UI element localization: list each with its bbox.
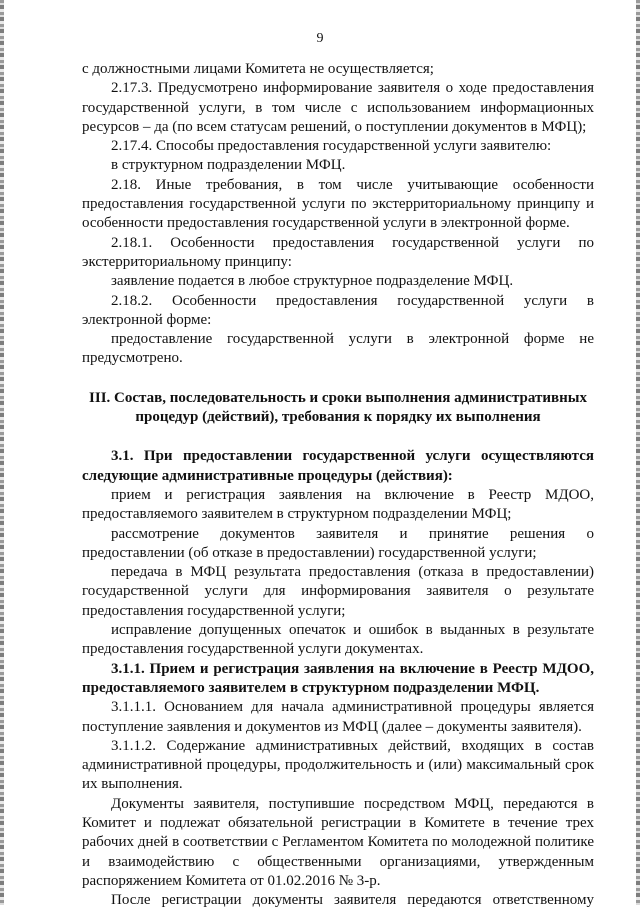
list-item-review-decision: рассмотрение документов заявителя и принятие решения о предоставлении (об отказе в предоставлении) государственной услуги; [82,525,594,561]
section-heading-III: III. Состав, последовательность и сроки выполнения административных процедур (действий), требования к порядку их выполнения [89,389,587,426]
paragraph-committee-officials: с должностными лицами Комитета не осуществляется; [82,61,434,77]
paragraph-3-1: 3.1. При предоставлении государственной услуги осуществляются следующие административные процедуры (действия): [82,448,594,484]
paragraph-3-1-1-1: 3.1.1.1. Основанием для начала административной процедуры является поступление заявления и документов из МФЦ (далее – документы заявителя). [82,699,594,735]
paragraph-after-registration: После регистрации документы заявителя передаются ответственному [111,892,594,909]
paragraph-2-18-2: 2.18.2. Особенности предоставления государственной услуги в электронной форме: [82,292,594,328]
paragraph-any-mfc-division: заявление подается в любое структурное подразделение МФЦ. [111,273,514,290]
list-item-transfer-result: передача в МФЦ результата предоставления (отказа в предоставлении) государственной услуги для информирования заявителя о результате предоставления государственной услуги; [82,564,594,619]
list-item-correction: исправление допущенных опечаток и ошибок в выданных в результате предоставления государственной услуги документах. [82,622,594,658]
document-body [82,60,594,910]
paragraph-2-17-3: 2.17.3. Предусмотрено информирование заявителя о ходе предоставления государственной услуги, в том числе с использованием информационных ресурсов – да (по всем статусам решений, о поступлении документов в МФЦ); [82,80,594,135]
paragraph-3-1-1: 3.1.1. Прием и регистрация заявления на включение в Реестр МДОО, предоставляемого заявителем в структурном подразделении МФЦ. [82,660,594,696]
paragraph-2-17-4: 2.17.4. Способы предоставления государственной услуги заявителю: [111,138,552,155]
paragraph-2-18-1: 2.18.1. Особенности предоставления государственной услуги по экстерриториальному принципу: [82,234,594,270]
scan-edge-right [636,0,640,905]
paragraph-2-18: 2.18. Иные требования, в том числе учитывающие особенности предоставления государственной услуги по экстерриториальному принципу и особенности предоставления государственной услуги в электронной форме. [82,176,594,232]
scan-edge-left [0,0,4,905]
paragraph-electronic-not-provided: предоставление государственной услуги в электронной форме не предусмотрено. [82,331,594,367]
page-number: 9 [316,31,324,46]
list-item-reception-registration: прием и регистрация заявления на включение в Реестр МДОО, предоставляемого заявителем в структурном подразделении МФЦ; [82,486,594,523]
paragraph-mfc-division: в структурном подразделении МФЦ. [111,157,346,174]
paragraph-documents-registration: Документы заявителя, поступившие посредством МФЦ, передаются в Комитет и подлежат обязательной регистрации в Комитете в течение трех рабочих дней в соответствии с Регламентом Комитета по молодежной политике и взаимодействию с общественными организациями, утвержденным распоряжением Комитета от 01.02.2016 № 3-р. [82,795,594,889]
paragraph-3-1-1-2: 3.1.1.2. Содержание административных действий, входящих в состав административной процедуры, продолжительность и (или) максимальный срок их выполнения. [82,737,594,793]
